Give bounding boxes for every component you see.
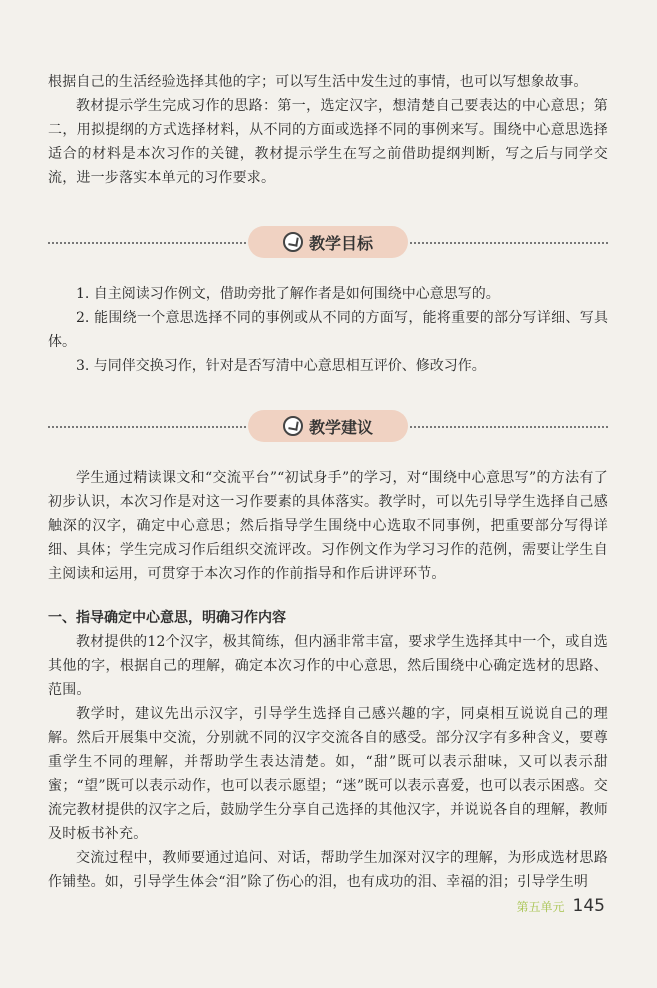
section-title: 教学建议 xyxy=(308,417,373,437)
page-number: 145 xyxy=(572,896,605,916)
dotted-rule-left xyxy=(48,426,246,428)
dotted-rule-right xyxy=(410,426,608,428)
section-title-pill xyxy=(248,226,408,258)
section-header-goals xyxy=(48,226,608,260)
arrow-circle-icon xyxy=(283,232,303,252)
suggestion-paragraph-1: 学生通过精读课文和“交流平台”“初试身手”的学习，对“围绕中心意思写”的方法有了初步认识，本次习作是对这一习作要素的具体落实。教学时，可以先引导学生选择自己感触深的汉字，确定中心意思；然后指导学生围绕中心选取不同事例，把重要部分写得详细、具体；学生完成习作后组织交流评改。习作例文作为学习习作的范例，需要让学生自主阅读和运用，可贯穿于本次习作的作前指导和作后讲评环节。 xyxy=(48,470,608,582)
intro-paragraph-1: 根据自己的生活经验选择其他的字；可以写生活中发生过的事情，也可以写想象故事。 xyxy=(48,74,588,90)
unit-label: 第五单元 xyxy=(516,900,565,914)
goal-item-1: 1. 自主阅读习作例文，借助旁批了解作者是如何围绕中心意思写的。 xyxy=(76,286,500,302)
section-header-suggestions xyxy=(48,410,608,444)
arrow-circle-icon xyxy=(283,416,303,436)
subheading: 一、指导确定中心意思，明确习作内容 xyxy=(48,610,286,626)
goal-item-2: 2. 能围绕一个意思选择不同的事例或从不同的方面写，能将重要的部分写详细、写具体。 xyxy=(48,310,608,350)
suggestion-paragraph-4: 交流过程中，教师要通过追问、对话，帮助学生加深对汉字的理解，为形成选材思路作铺垫。如，引导学生体会“泪”除了伤心的泪，也有成功的泪、幸福的泪；引导学生明 xyxy=(48,850,608,890)
goal-item-3: 3. 与同伴交换习作，针对是否写清中心意思相互评价、修改习作。 xyxy=(76,358,486,374)
page-footer xyxy=(517,896,605,916)
dotted-rule-left xyxy=(48,242,246,244)
dotted-rule-right xyxy=(410,242,608,244)
intro-paragraph-2: 教材提示学生完成习作的思路：第一，选定汉字，想清楚自己要表达的中心意思；第二，用拟提纲的方式选择材料，从不同的方面或选择不同的事例来写。围绕中心意思选择适合的材料是本次习作的关键，教材提示学生在写之前借助提纲判断，写之后与同学交流，进一步落实本单元的习作要求。 xyxy=(48,98,608,186)
section-title: 教学目标 xyxy=(308,233,373,253)
section-title-pill xyxy=(248,410,408,442)
suggestion-paragraph-2: 教材提供的12个汉字，极其简练，但内涵非常丰富，要求学生选择其中一个，或自选其他的字，根据自己的理解，确定本次习作的中心意思，然后围绕中心确定选材的思路、范围。 xyxy=(48,634,608,698)
suggestion-paragraph-3: 教学时，建议先出示汉字，引导学生选择自己感兴趣的字，同桌相互说说自己的理解。然后开展集中交流，分别就不同的汉字交流各自的感受。部分汉字有多种含义，要尊重学生不同的理解，并帮助学生表达清楚。如，“甜”既可以表示甜味，又可以表示甜蜜；“望”既可以表示动作，也可以表示愿望；“迷”既可以表示喜爱，也可以表示困惑。交流完教材提供的汉字之后，鼓励学生分享自己选择的其他汉字，并说说各自的理解，教师及时板书补充。 xyxy=(48,706,608,842)
